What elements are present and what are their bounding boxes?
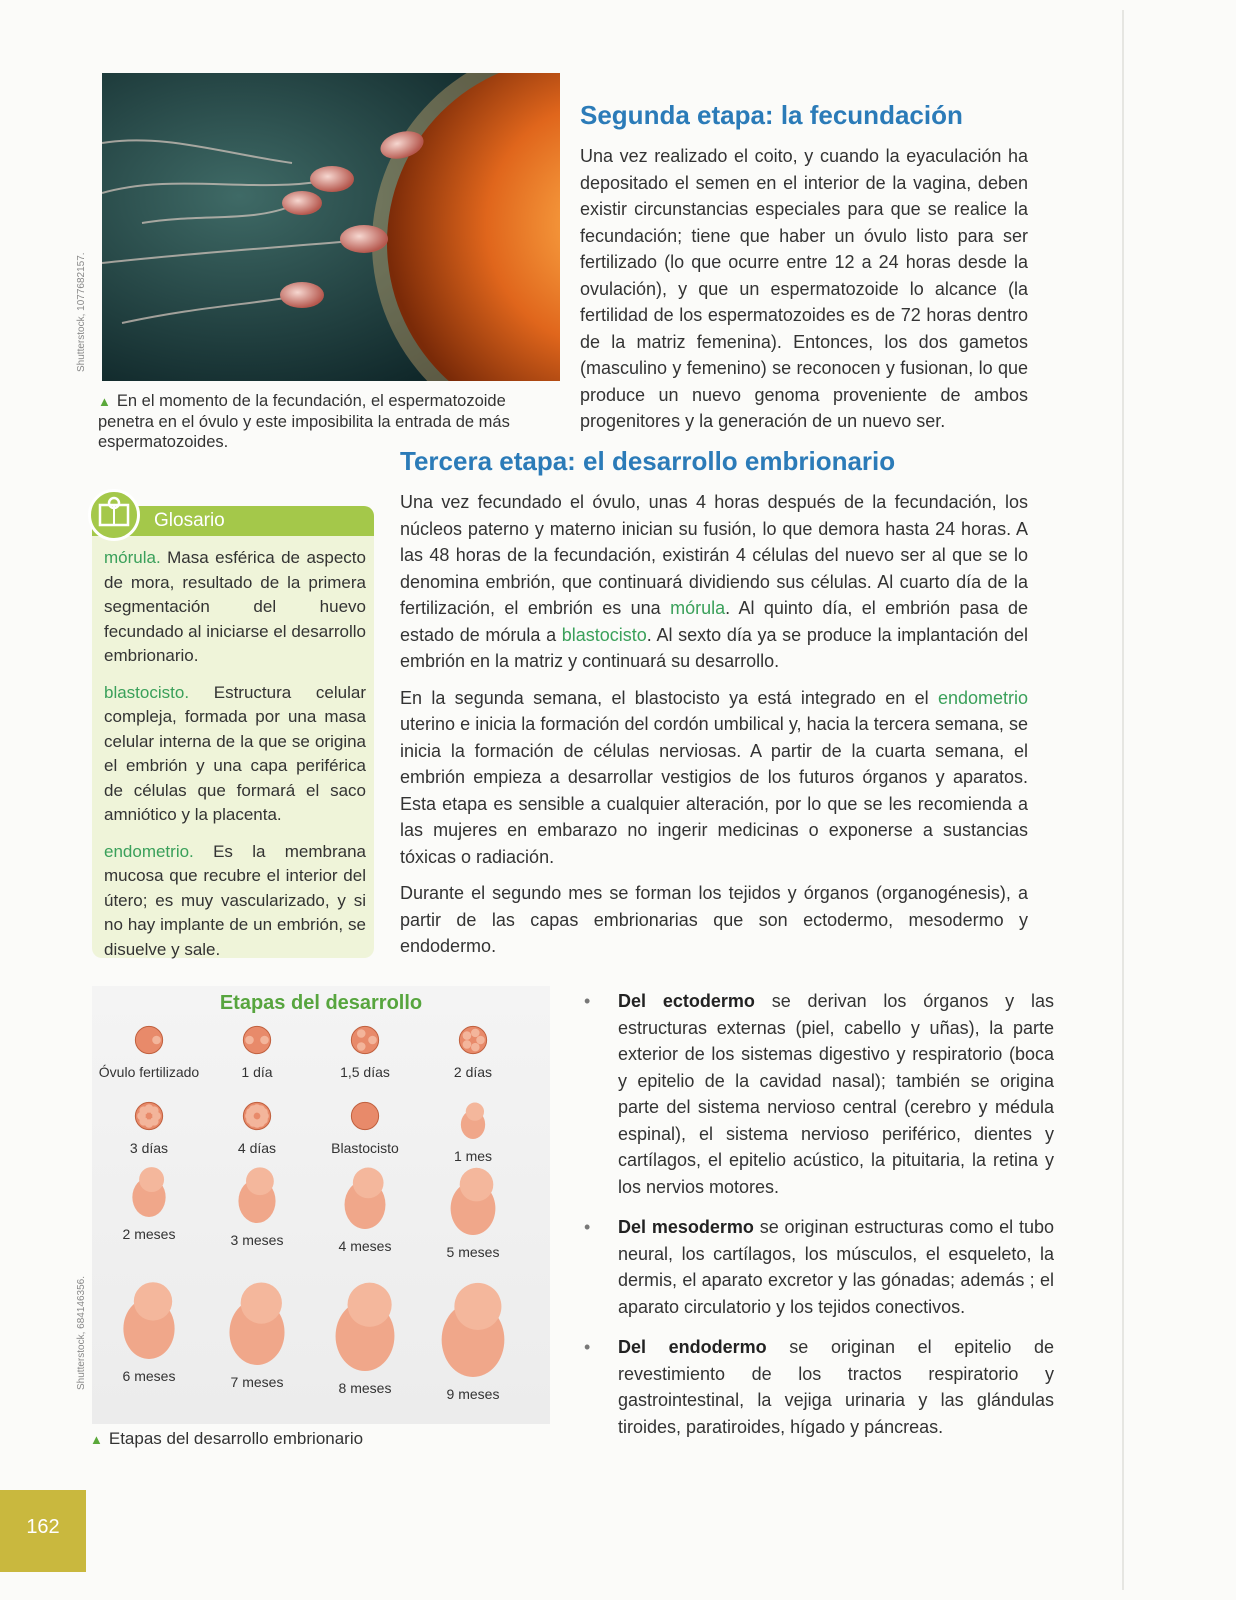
stage-label: 1 mes bbox=[453, 1148, 493, 1164]
figure-title: Etapas del desarrollo bbox=[219, 992, 423, 1014]
glossary-box bbox=[92, 506, 374, 958]
embryo-icon bbox=[129, 1020, 169, 1060]
list-item-mesodermo bbox=[584, 1214, 1054, 1320]
text-span: uterino e inicia la formación del cordón umbilical y, hacia la tercera semana, se inicia la formación de células nerviosas. A partir de la cuarta semana, el embrión empieza a desarrollar vestigios de los futuros órganos y aparatos. Esta etapa es sensible a cualquier alteración, por lo que se les recomienda a las mujeres en embarazo no ingerir medicinas o exponerse a sustancias tóxicas o radiación. bbox=[400, 714, 1028, 867]
triangle-icon: ▲ bbox=[98, 394, 111, 409]
figure-credit: Shutterstock, 684146356. bbox=[76, 1276, 87, 1390]
stage-item bbox=[418, 1020, 528, 1080]
stage-label: 4 meses bbox=[338, 1238, 392, 1254]
glossary-definition: Estructura celular compleja, formada por una masa celular interna de la que se origina el embrión y una capa periférica de células que formará el saco amniótico y la placenta. bbox=[104, 682, 366, 824]
keyword-morula: mórula bbox=[670, 598, 726, 618]
development-stages-figure bbox=[92, 986, 550, 1424]
stage-item bbox=[418, 1096, 528, 1164]
stage-item bbox=[202, 1096, 312, 1156]
photo-caption bbox=[98, 391, 538, 452]
stage-item bbox=[94, 1160, 204, 1242]
photo-caption-text: En el momento de la fecundación, el espermatozoide penetra en el óvulo y este imposibilita la entrada de más espermatozoides. bbox=[98, 392, 510, 451]
list-item-endodermo bbox=[584, 1334, 1054, 1440]
stage-item bbox=[310, 1020, 420, 1080]
section-title-fecundacion: Segunda etapa: la fecundación bbox=[580, 100, 963, 130]
glossary-term: blastocisto. bbox=[104, 682, 190, 702]
germ-layer-list bbox=[584, 988, 1054, 1454]
page-number: 162 bbox=[26, 1516, 60, 1538]
embryo-icon bbox=[209, 1274, 305, 1370]
paragraph-3: Durante el segundo mes se forman los tejidos y órganos (organogénesis), a partir de las capas embrionarias que son ectodermo, mesodermo y endodermo. bbox=[400, 883, 1028, 956]
triangle-icon: ▲ bbox=[90, 1432, 103, 1447]
glossary-definition: Masa esférica de aspecto de mora, resultado de la primera segmentación del huevo fecundado al iniciarse el desarrollo embrionario. bbox=[104, 548, 366, 665]
glossary-definition: Es la membrana mucosa que recubre el interior del útero; es muy vascularizado, y si no hay implante de un embrión, se disuelve y sale. bbox=[104, 841, 366, 959]
stage-label: 7 meses bbox=[230, 1374, 284, 1390]
embryo-icon bbox=[314, 1274, 416, 1376]
keyword-endometrio: endometrio bbox=[937, 687, 1028, 708]
photo-credit: Shutterstock, 1077682157. bbox=[76, 252, 87, 372]
stage-item bbox=[202, 1160, 312, 1248]
stage-item bbox=[418, 1160, 528, 1260]
stage-label: 6 meses bbox=[122, 1368, 176, 1384]
page-number-box bbox=[0, 1490, 86, 1572]
list-term: Del endodermo bbox=[618, 1337, 767, 1357]
text-span: . Al quinto día, el embrión pasa de estado de mórula a bbox=[400, 598, 1029, 645]
list-term: Del ectodermo bbox=[618, 991, 755, 1011]
embryo-icon bbox=[118, 1160, 180, 1222]
stage-item bbox=[94, 1096, 204, 1156]
embryo-icon bbox=[104, 1274, 194, 1364]
keyword-blastocisto: blastocisto bbox=[561, 624, 647, 645]
glossary-entry-blastocisto bbox=[104, 681, 366, 828]
text-span: Una vez fecundado el óvulo, unas 4 horas después de la fecundación, los núcleos paterno y materno inician su fusión, lo que demora hasta 24 horas. A las 48 horas de la fecundación, existirán 4 células del nuevo ser al que se lo denomina embrión, que continuará dividiendo sus células. Al cuarto día de la fertilización, el embrión es una bbox=[400, 492, 1028, 618]
stage-label: 5 meses bbox=[446, 1244, 500, 1260]
stage-item bbox=[310, 1274, 420, 1396]
embryo-icon bbox=[345, 1020, 385, 1060]
list-text: se derivan los órganos y las estructuras externas (piel, cabello y uñas), la parte exterior de los sistemas digestivo y respiratorio (boca y epitelio de la cavidad nasal); también se origina parte del sistema nervioso central (cerebro y médula espinal), el sistema nervioso periférico, dientes y cartílagos, el epitelio acústico, la pituitaria, la retina y los nervios motores. bbox=[618, 991, 1054, 1197]
stage-label: 2 días bbox=[453, 1064, 493, 1080]
stage-label: 1 día bbox=[241, 1064, 273, 1080]
list-term: Del mesodermo bbox=[618, 1217, 754, 1237]
paragraph-1 bbox=[400, 489, 1028, 675]
glossary-title: Glosario bbox=[154, 510, 225, 531]
section-text-desarrollo bbox=[400, 489, 1028, 960]
glossary-entries bbox=[104, 546, 366, 974]
book-icon bbox=[88, 489, 140, 541]
stage-label: 2 meses bbox=[122, 1226, 176, 1242]
embryo-icon bbox=[223, 1160, 291, 1228]
glossary-header bbox=[92, 506, 374, 536]
stage-label: 9 meses bbox=[446, 1386, 500, 1402]
embryo-icon bbox=[237, 1020, 277, 1060]
embryo-icon bbox=[345, 1096, 385, 1136]
figure-caption-text: Etapas del desarrollo embrionario bbox=[108, 1429, 364, 1448]
stage-label: 3 meses bbox=[230, 1232, 284, 1248]
stage-label: Blastocisto bbox=[331, 1140, 399, 1156]
stage-label: 4 días bbox=[237, 1140, 277, 1156]
stage-item bbox=[202, 1274, 312, 1390]
list-text: se originan estructuras como el tubo neural, los cartílagos, los músculos, el esqueleto, la dermis, el aparato excretor y las gónadas; además ; el aparato circulatorio y los tejidos conectivos. bbox=[618, 1217, 1054, 1317]
embryo-icon bbox=[129, 1096, 169, 1136]
bullet-icon: • bbox=[584, 991, 591, 1011]
fertilization-illustration bbox=[102, 73, 560, 381]
list-text: se originan el epitelio de revestimiento de los tractos respiratorio y gastrointestinal, la vejiga urinaria y las glándulas tiroides, paratiroides, hígado y páncreas. bbox=[618, 1337, 1054, 1437]
stage-item bbox=[202, 1020, 312, 1080]
stage-item bbox=[94, 1274, 204, 1384]
embryo-icon bbox=[453, 1020, 493, 1060]
glossary-entry-endometrio bbox=[104, 840, 366, 963]
bullet-icon: • bbox=[584, 1217, 591, 1237]
section-text-fecundacion bbox=[580, 143, 1028, 435]
embryo-icon bbox=[237, 1096, 277, 1136]
glossary-term: endometrio. bbox=[104, 841, 194, 861]
embryo-icon bbox=[328, 1160, 402, 1234]
stage-item bbox=[310, 1160, 420, 1254]
list-item-ectodermo bbox=[584, 988, 1054, 1200]
figure-caption bbox=[90, 1429, 363, 1449]
stage-item bbox=[310, 1096, 420, 1156]
stage-item bbox=[94, 1020, 204, 1080]
embryo-icon bbox=[433, 1160, 513, 1240]
section-title-desarrollo: Tercera etapa: el desarrollo embrionario bbox=[400, 446, 896, 476]
stage-label: Óvulo fertilizado bbox=[98, 1064, 200, 1080]
page-edge bbox=[1122, 10, 1124, 1590]
stage-label: 3 días bbox=[129, 1140, 169, 1156]
glossary-term: mórula. bbox=[104, 548, 161, 567]
paragraph: Una vez realizado el coito, y cuando la eyaculación ha depositado el semen en el interior de la vagina, deben existir circunstancias especiales para que se realice la fecundación; tiene que haber un óvulo listo para ser fertilizado (lo que ocurre entre 12 a 24 horas desde la ovulación), y que un espermatozoide lo alcance (la fertilidad de los espermatozoides es de 72 horas dentro de la matriz femenina). Entonces, los dos gametos (masculino y femenino) se reconocen y fusionan, lo que produce un nuevo genoma proveniente de ambos progenitores y la generación de un nuevo ser. bbox=[580, 146, 1028, 431]
text-span: . Al sexto día ya se produce la implantación del embrión en la matriz y continuará su desarrollo. bbox=[400, 624, 1028, 671]
glossary-entry-morula bbox=[104, 546, 366, 669]
stage-item bbox=[418, 1274, 528, 1402]
embryo-icon bbox=[449, 1096, 497, 1144]
fertilization-photo bbox=[102, 73, 560, 381]
text-span: En la segunda semana, el blastocisto ya está integrado en el bbox=[400, 687, 938, 708]
book-icon-glyph bbox=[91, 492, 137, 538]
paragraph-2 bbox=[400, 685, 1028, 871]
stage-label: 8 meses bbox=[338, 1380, 392, 1396]
bullet-icon: • bbox=[584, 1337, 591, 1357]
embryo-icon bbox=[419, 1274, 527, 1382]
stage-label: 1,5 días bbox=[340, 1064, 390, 1080]
